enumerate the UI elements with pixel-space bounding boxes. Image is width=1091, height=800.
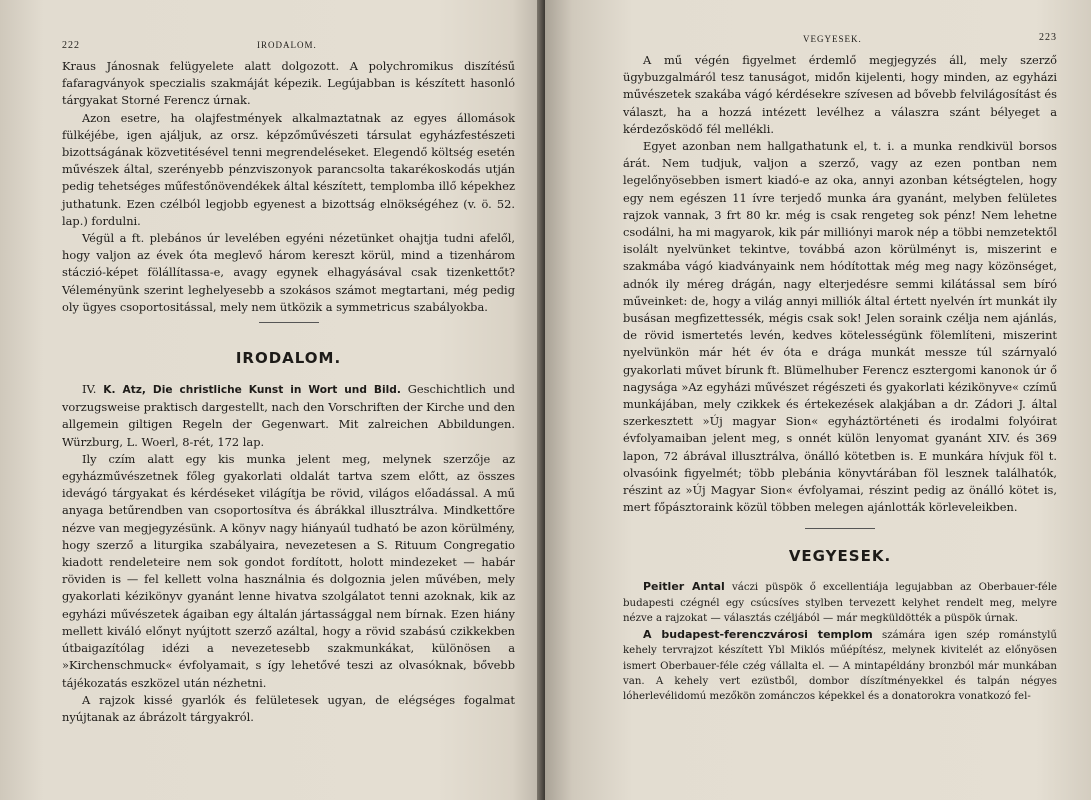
- section-divider: [805, 528, 875, 529]
- section-title-irodalom: IRODALOM.: [235, 349, 342, 368]
- review-paragraph: A rajzok kissé gyarlók és felületesek ugyan, de elégséges fogalmat nyújtanak az ábrázolt tárgyakról.: [62, 692, 515, 724]
- left-page-number: 222: [62, 40, 80, 51]
- left-page: [0, 0, 545, 800]
- news-item: [623, 579, 1057, 626]
- book-title: K. Atz, Die christliche Kunst in Wort und Bild.: [103, 384, 401, 397]
- news-item-text: váczi püspök ő excellentiája legujabban az Oberbauer-féle budapesti czégnél egy csúcsíves stylben tervezett kelyhet rendelt meg, melyre nézve a rajzokat — választás czéljából — már megküldötték a püspök úrnak.: [623, 582, 1057, 625]
- right-running-head: [623, 34, 1057, 52]
- news-item: [623, 627, 1057, 705]
- book-entry: [62, 381, 515, 451]
- paragraph: A mű végén figyelmet érdemlő megjegyzés áll, mely szerző ügybuzgalmáról tesz tanuságot, midőn kijelenti, hogy minden, az egyházi művészetek szakába vágó kérdésekre szívesen ad bővebb felvilágosítást és választ, ha a hozzá intézett levélhez a válaszra szánt bélyeget a kérdezősködő fél mellékli.: [623, 53, 1057, 136]
- paragraph: Azon esetre, ha olajfestmények alkalmaztatnak az egyes állomások fülkéjébe, igen ajáljuk, az orsz. képzőművészeti társulat egyházfestészeti bizottságának közvetitésével tenni megrendeléseket. Elegendő költség esetén művészek által, szerényebb pénzviszonyok parancsolta takarékoskodás utján pedig tehetséges műfestőnövendékek által készített, templomba illő képekhez juthatunk. Ezen czélból legjobb egyenest a bizottság elnökségéhez (v. ö. 52. lap.) fordulni.: [62, 110, 515, 228]
- news-item-lead: A budapest-ferenczvárosi templom: [643, 627, 873, 641]
- paragraph: Végül a ft. plebános úr levelében egyéni nézetünket ohajtja tudni afelől, hogy valjon az évek óta meglevő három kereszt körül, mind a tizenhárom stáczió-képet fölállítassa-e, avagy egynek elhagyásával csak tizenkettőt? Véleményünk szerint leghelyesebb a szokásos számot megtartani, még pedig oly ügyes csoportositással, mely nem ütközik a symmetricus szabályokba.: [62, 231, 515, 314]
- news-items: [623, 579, 1057, 704]
- news-item-text: számára igen szép románstylű kehely tervrajzot készített Ybl Miklós műépítész, melynek kivitelét az előnyösen ismert Oberbauer-féle czég vállalta el. — A mintapéldány bronzból már munkában van. A kehely vert ezüstből, dombor díszítményekkel és talpán négyes lóherlevélidomú mezőkön zománczos képekkel és a donatorokra vonatkozó fel-: [623, 629, 1057, 703]
- section-divider: [259, 322, 319, 323]
- paragraph: Kraus Jánosnak felügyelete alatt dolgozott. A polychromikus diszítésű fafaragványok speczialis szakmáját képezik. Legújabban is készített hasonló tárgyakat Storné Ferencz úrnak.: [62, 59, 515, 108]
- book-number: IV.: [82, 382, 97, 397]
- right-page-number: 223: [1039, 32, 1057, 43]
- left-running-title: IRODALOM.: [257, 40, 317, 50]
- right-running-title: VEGYESEK.: [803, 34, 862, 44]
- review-paragraph: Ily czím alatt egy kis munka jelent meg, melynek szerzője az egyházművészetnek főleg gyakorlati oldalát tartva szem előtt, az összes idevágó tárgyakat és kérdéseket világítja be rövid, világos előadással. A mű anyaga betűrendben van csoportosítva és ábrákkal illusztrálva. Mindkettőre nézve van megjegyzésünk. A könyv nagy hiányaúl tudható be azon körülmény, hogy szerző a liturgika szabályaira, nevezetesen a S. Rituum Congregatio kiadott rendeleteire nem sok gondot fordított, holott mindezeket — habár röviden is — fel kellett volna használnia és dolgoznia jelen művében, mely gyakorlati kézikönyv gyanánt lenne hivatva szolgálatot tenni azoknak, kik az egyházi művészetek ágaiban egy általán jártassággal nem bírnak. Ezen hiány mellett kiváló előnyt nyújtott szerző azáltal, hogy a rövid szabású czikkekben útbaigazítólag idézi a nevezetesebb szakmunkákat, különösen a »Kirchenschmuck« évfolyamait, s így lehetővé teszi az olvasóknak, bővebb tájékozatás eszközel után nézhetni.: [62, 451, 515, 690]
- book-details: Geschichtlich und vorzugsweise praktisch dargestellt, nach den Vorschriften der Kirche und den allgemein giltigen Regeln der Gegenwart. Mit zalreichen Abbildungen. Würzburg, L. Woerl, 8-rét, 172 lap.: [62, 382, 515, 449]
- section-title-vegyesek: VEGYESEK.: [788, 547, 892, 566]
- paragraph: Egyet azonban nem hallgathatunk el, t. i. a munka rendkivül borsos árát. Nem tudjuk, valjon a szerző, vagy az ezen pontban nem legelőnyösebben ismert kiadó-e az oka, annyi azonban kétségtelen, hogy egy nem egészen 11 ívre terjedő munka ára gyanánt, melyben felületes rajzok vannak, 3 frt 80 kr. még is csak rengeteg sok pénz! Nem lehetne csodálni, ha mi magyarok, kik pár milliónyi marok nép a többi nemzetektől isolált nyelvünket tekintve, továbbá azon körülményt is, miszerint e szakmába vágó kiadványaink nem hódítottak még meg nagy közönséget, adnók ily méreg drágán, nagy elterjedésre semmi kilátással sem bíró műveinket: de, hogy a világ annyi milliók által értett nyelvén írt munkát ily busásan megfizettessék, mégis csak sok! Jelen soraink czélja nem ajánlás, de rövid ismertetés levén, kedves kötelességünk fölemlíteni, miszerint nyelvünkön már hét év óta e drága munkát messze túl szárnyaló gyakorlati művet bírunk ft. Blümelhuber Ferencz esztergomi kanonok úr ő nagysága »Az egyházi művészet régészeti és gyakorlati kézikönyve« czímű munkájában, mely czikkek és értekezések alakjában a dr. Zádori J. által szerkesztett »Új magyar Sion« egyháztörténeti és irodalmi folyóirat évfolyamaiban jelent meg, s onnét külön lenyomat gyanánt XIV. és 369 lapon, 72 ábrával illusztrálva, önálló kötetben is. E munkára hívjuk föl t. olvasóink figyelmét; több plebánia könyvtárában föl lesznek találhatók, részint az »Új Magyar Sion« évfolyamai, részint pedig az önálló kötet is, mert főpásztoraink közül többen melegen ajánlották körleveleikben.: [623, 139, 1057, 515]
- left-running-head: [62, 40, 515, 58]
- right-page: [545, 0, 1091, 800]
- news-item-lead: Peitler Antal: [643, 580, 725, 594]
